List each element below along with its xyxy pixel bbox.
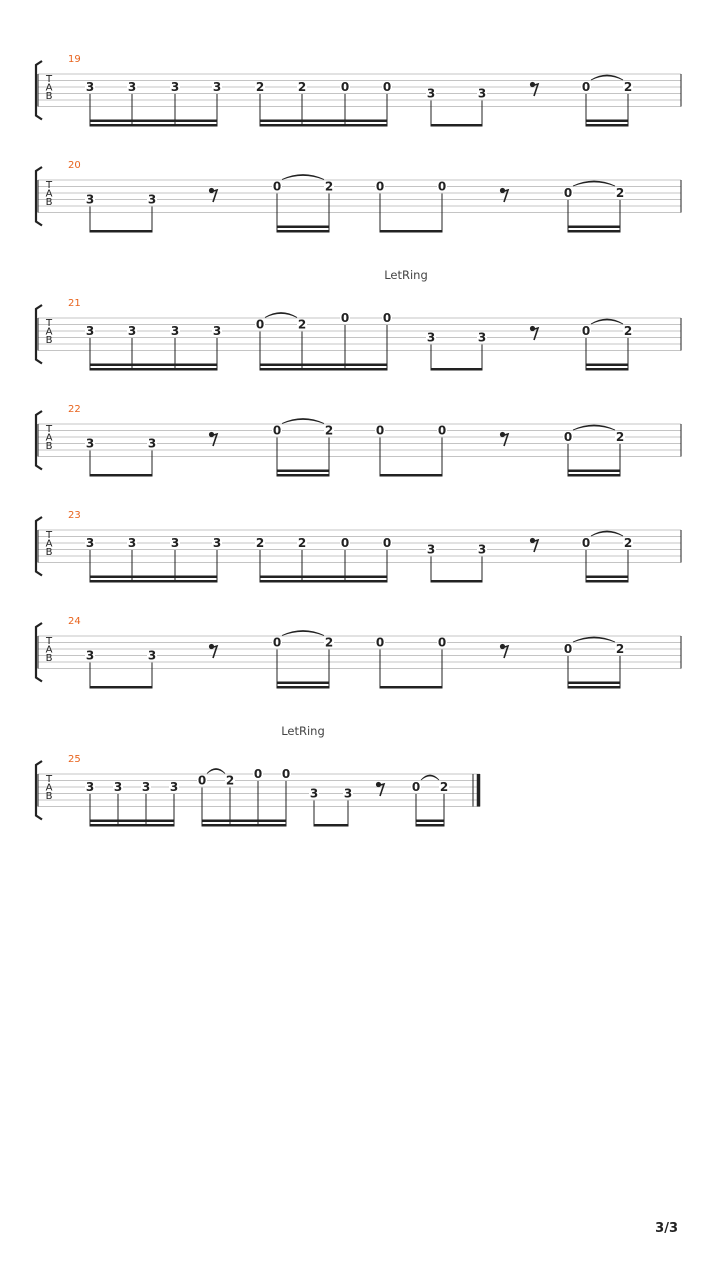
fret-number: 3 bbox=[127, 536, 137, 551]
beam bbox=[260, 576, 387, 579]
tie-arc bbox=[282, 175, 324, 180]
fret-number: 0 bbox=[375, 179, 385, 194]
fret-number: 0 bbox=[581, 324, 591, 339]
tab-clef-letter: B bbox=[45, 441, 53, 452]
tab-clef-letter: T bbox=[45, 424, 53, 435]
fret-number: 3 bbox=[127, 324, 137, 339]
beam bbox=[586, 364, 628, 367]
fret-number: 0 bbox=[437, 423, 447, 438]
fret-number: 3 bbox=[85, 536, 95, 551]
tie-arc bbox=[573, 425, 615, 430]
fret-number: 0 bbox=[581, 536, 591, 551]
tab-clef-letter: A bbox=[45, 326, 53, 338]
beam bbox=[90, 824, 174, 827]
beam bbox=[90, 124, 217, 127]
fret-number: 3 bbox=[85, 436, 95, 451]
staff-system bbox=[36, 724, 480, 827]
beam bbox=[202, 820, 286, 823]
beam bbox=[260, 120, 387, 123]
fret-number: 2 bbox=[623, 536, 633, 551]
tab-clef-letter: T bbox=[45, 530, 53, 541]
fret-number: 3 bbox=[170, 324, 180, 339]
beam bbox=[260, 124, 387, 127]
fret-number: 2 bbox=[615, 430, 625, 445]
measure-number: 20 bbox=[68, 160, 81, 171]
fret-number: 3 bbox=[147, 648, 157, 663]
fret-number: 0 bbox=[563, 186, 573, 201]
staff-system bbox=[36, 510, 681, 583]
tie-arc bbox=[282, 631, 324, 636]
beam bbox=[380, 686, 442, 689]
beam bbox=[90, 474, 152, 477]
fret-number: 2 bbox=[225, 773, 235, 788]
staff-system bbox=[36, 268, 681, 371]
tie-arc bbox=[282, 419, 324, 424]
tab-clef-letter: T bbox=[45, 74, 53, 85]
page-number: 3/3 bbox=[655, 1221, 678, 1236]
fret-number: 0 bbox=[382, 311, 392, 326]
beam bbox=[568, 474, 620, 477]
fret-number: 3 bbox=[85, 192, 95, 207]
tab-clef-letter: B bbox=[45, 547, 53, 558]
fret-number: 2 bbox=[255, 536, 265, 551]
fret-number: 3 bbox=[85, 324, 95, 339]
fret-number: 3 bbox=[212, 536, 222, 551]
measure-number: 23 bbox=[68, 510, 81, 521]
fret-number: 0 bbox=[255, 317, 265, 332]
fret-number: 0 bbox=[272, 635, 282, 650]
fret-number: 2 bbox=[623, 324, 633, 339]
let-ring-annotation: LetRing bbox=[384, 268, 428, 282]
fret-number: 2 bbox=[297, 80, 307, 95]
beam bbox=[586, 120, 628, 123]
fret-number: 0 bbox=[375, 635, 385, 650]
system-bracket bbox=[36, 761, 42, 820]
beam bbox=[586, 124, 628, 127]
tab-clef-letter: B bbox=[45, 653, 53, 664]
tie-arc bbox=[421, 775, 439, 780]
beam bbox=[90, 230, 152, 233]
fret-number: 0 bbox=[340, 80, 350, 95]
fret-number: 0 bbox=[382, 80, 392, 95]
beam bbox=[416, 820, 444, 823]
fret-number: 3 bbox=[212, 80, 222, 95]
beam bbox=[90, 120, 217, 123]
fret-number: 3 bbox=[141, 780, 151, 795]
beam bbox=[568, 470, 620, 473]
tab-clef-letter: A bbox=[45, 188, 53, 200]
fret-number: 3 bbox=[147, 192, 157, 207]
tab-clef-letter: A bbox=[45, 644, 53, 656]
fret-number: 0 bbox=[581, 80, 591, 95]
tab-clef-letter: A bbox=[45, 82, 53, 94]
beam bbox=[431, 368, 482, 371]
beam bbox=[586, 580, 628, 583]
tie-arc bbox=[591, 531, 623, 536]
tab-clef-letter: T bbox=[45, 636, 53, 647]
fret-number: 2 bbox=[324, 635, 334, 650]
fret-number: 0 bbox=[382, 536, 392, 551]
beam bbox=[380, 230, 442, 233]
beam bbox=[277, 470, 329, 473]
beam bbox=[431, 124, 482, 127]
fret-number: 3 bbox=[113, 780, 123, 795]
measure-number: 25 bbox=[68, 754, 81, 765]
staff-system bbox=[36, 404, 681, 477]
let-ring-annotation: LetRing bbox=[281, 724, 325, 738]
fret-number: 0 bbox=[375, 423, 385, 438]
tab-clef-letter: B bbox=[45, 791, 53, 802]
tab-clef-letter: B bbox=[45, 197, 53, 208]
fret-number: 3 bbox=[169, 780, 179, 795]
system-bracket bbox=[36, 623, 42, 682]
tab-clef-letter: T bbox=[45, 180, 53, 191]
beam bbox=[568, 230, 620, 233]
beam bbox=[260, 368, 387, 371]
fret-number: 2 bbox=[324, 423, 334, 438]
fret-number: 2 bbox=[324, 179, 334, 194]
staff-system bbox=[36, 616, 681, 689]
beam bbox=[416, 824, 444, 827]
beam bbox=[277, 682, 329, 685]
fret-number: 2 bbox=[297, 317, 307, 332]
fret-number: 3 bbox=[426, 330, 436, 345]
fret-number: 0 bbox=[253, 767, 263, 782]
beam bbox=[568, 686, 620, 689]
system-bracket bbox=[36, 61, 42, 120]
beam bbox=[380, 474, 442, 477]
fret-number: 3 bbox=[147, 436, 157, 451]
fret-number: 0 bbox=[281, 767, 291, 782]
tie-arc bbox=[591, 319, 623, 324]
fret-number: 0 bbox=[563, 430, 573, 445]
measure-number: 22 bbox=[68, 404, 81, 415]
fret-number: 0 bbox=[272, 423, 282, 438]
system-bracket bbox=[36, 305, 42, 364]
beam bbox=[202, 824, 286, 827]
measure-number: 21 bbox=[68, 298, 81, 309]
fret-number: 2 bbox=[439, 780, 449, 795]
tab-clef-letter: T bbox=[45, 774, 53, 785]
fret-number: 3 bbox=[170, 80, 180, 95]
beam bbox=[277, 474, 329, 477]
tie-arc bbox=[573, 637, 615, 642]
beam bbox=[568, 226, 620, 229]
beam bbox=[260, 580, 387, 583]
beam bbox=[314, 824, 348, 827]
fret-number: 3 bbox=[212, 324, 222, 339]
fret-number: 0 bbox=[563, 642, 573, 657]
system-bracket bbox=[36, 411, 42, 470]
fret-number: 0 bbox=[340, 536, 350, 551]
system-bracket bbox=[36, 167, 42, 226]
tab-clef-letter: A bbox=[45, 538, 53, 550]
beam bbox=[90, 580, 217, 583]
fret-number: 3 bbox=[170, 536, 180, 551]
fret-number: 2 bbox=[297, 536, 307, 551]
beam bbox=[277, 226, 329, 229]
fret-number: 2 bbox=[255, 80, 265, 95]
tie-arc bbox=[265, 313, 297, 318]
tie-arc bbox=[573, 181, 615, 186]
fret-number: 3 bbox=[85, 648, 95, 663]
system-bracket bbox=[36, 517, 42, 576]
fret-number: 3 bbox=[477, 330, 487, 345]
fret-number: 3 bbox=[127, 80, 137, 95]
fret-number: 2 bbox=[623, 80, 633, 95]
beam bbox=[586, 368, 628, 371]
fret-number: 0 bbox=[411, 780, 421, 795]
fret-number: 0 bbox=[197, 773, 207, 788]
beam bbox=[431, 580, 482, 583]
beam bbox=[90, 576, 217, 579]
measure-number: 24 bbox=[68, 616, 81, 627]
fret-number: 2 bbox=[615, 186, 625, 201]
beam bbox=[90, 820, 174, 823]
fret-number: 3 bbox=[477, 542, 487, 557]
fret-number: 3 bbox=[85, 780, 95, 795]
tie-arc bbox=[207, 769, 225, 774]
fret-number: 0 bbox=[437, 635, 447, 650]
fret-number: 0 bbox=[272, 179, 282, 194]
beam bbox=[277, 230, 329, 233]
tab-clef-letter: B bbox=[45, 91, 53, 102]
tab-clef-letter: B bbox=[45, 335, 53, 346]
beam bbox=[90, 364, 217, 367]
fret-number: 0 bbox=[437, 179, 447, 194]
fret-number: 3 bbox=[343, 786, 353, 801]
staff-system bbox=[36, 54, 681, 127]
beam bbox=[260, 364, 387, 367]
fret-number: 3 bbox=[477, 86, 487, 101]
beam bbox=[586, 576, 628, 579]
tie-arc bbox=[591, 75, 623, 80]
fret-number: 0 bbox=[340, 311, 350, 326]
staff-system bbox=[36, 160, 681, 233]
beam bbox=[277, 686, 329, 689]
beam bbox=[90, 686, 152, 689]
beam bbox=[568, 682, 620, 685]
fret-number: 3 bbox=[426, 542, 436, 557]
tab-clef-letter: A bbox=[45, 782, 53, 794]
beam bbox=[90, 368, 217, 371]
tab-clef-letter: T bbox=[45, 318, 53, 329]
measure-number: 19 bbox=[68, 54, 81, 65]
tab-clef-letter: A bbox=[45, 432, 53, 444]
fret-number: 3 bbox=[309, 786, 319, 801]
fret-number: 3 bbox=[426, 86, 436, 101]
fret-number: 2 bbox=[615, 642, 625, 657]
fret-number: 3 bbox=[85, 80, 95, 95]
